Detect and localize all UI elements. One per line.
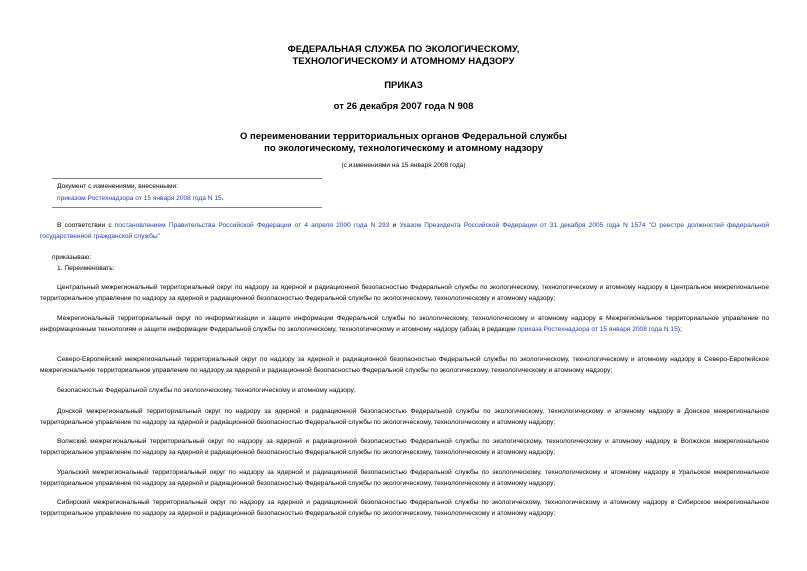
changes-caption: Документ с изменениями, внесенными: bbox=[57, 183, 179, 190]
paragraph-ural: Уральский межрегиональный территориальный округ по надзору за ядерной и радиационной безопасностью Федеральной службы по экологическому, технологическому и атомному надзору в Уральское межрегиональное территориальное управление по надзору за ядерной и радиационной безопасностью Федеральной службы по экологическому, технологическому и атомному надзору; bbox=[40, 469, 769, 487]
document-title-line2: по экологическому, технологическому и атомному надзору bbox=[264, 143, 543, 154]
preamble-paragraph bbox=[40, 220, 769, 242]
paragraph-informatization-text: Межрегиональный территориальный округ по информатизации и защите информации Федеральной службы по экологическому, технологическому и атомному надзору в Межрегиональное территориальное управление по информационным технологиям и защите информации Федеральной службы по экологическому, технологическому и атомному надзору (абзац в редакции bbox=[40, 315, 769, 333]
document-title-line1: О переименовании территориальных органов Федеральной службы bbox=[239, 131, 568, 142]
government-resolution-link[interactable]: постановлением Правительства Российской Федерации от 4 апреля 2000 года N 293 bbox=[114, 222, 390, 229]
paragraph-siberian: Сибирский межрегиональный территориальный округ по надзору за ядерной и радиационной безопасностью Федеральной службы по экологическому, технологическому и атомному надзору в Сибирское межрегиональное территориальное управление по надзору за ядерной и радиационной безопасностью Федеральной службы по экологическому, технологическому и атомному надзору; bbox=[40, 499, 769, 517]
changes-link-line bbox=[57, 194, 224, 203]
changes-link-suffix: . bbox=[221, 195, 224, 202]
paragraph-fragment: безопасностью Федеральной службы по экологическому, технологическому и атомному надзору; bbox=[57, 387, 356, 394]
document-date: от 26 декабря 2007 года N 908 bbox=[333, 101, 474, 112]
preamble-middle: и bbox=[389, 222, 400, 229]
amending-order-link-inline[interactable]: приказа Ростехнадзора от 15 января 2008 года N 15 bbox=[517, 326, 678, 333]
document-type: ПРИКАЗ bbox=[384, 80, 423, 91]
agency-name-line2: ТЕХНОЛОГИЧЕСКОМУ И АТОМНОМУ НАДЗОРУ bbox=[292, 56, 515, 67]
paragraph-central: Центральный межрегиональный территориальный округ по надзору за ядерной и радиационной безопасностью Федеральной службы по экологическому, технологическому и атомному надзору в Центральное межрегиональное территориальное управление по надзору за ядерной и радиационной безопасностью Федеральной службы по экологическому, технологическому и атомному надзору; bbox=[40, 284, 769, 302]
changes-bottom-rule bbox=[52, 207, 322, 208]
paragraph-volga: Волжский межрегиональный территориальный округ по надзору за ядерной и радиационной безопасностью Федеральной службы по экологическому, технологическому и атомному надзору в Волжское межрегиональное территориальное управление по надзору за ядерной и радиационной безопасностью Федеральной службы по экологическому, технологическому и атомному надзору; bbox=[40, 438, 769, 456]
paragraph-informatization bbox=[40, 313, 769, 335]
agency-name-line1: ФЕДЕРАЛЬНАЯ СЛУЖБА ПО ЭКОЛОГИЧЕСКОМУ, bbox=[287, 44, 520, 55]
amendment-note: (с изменениями на 15 января 2008 года) bbox=[341, 162, 466, 169]
changes-top-rule bbox=[52, 178, 322, 179]
paragraph-don: Донской межрегиональный территориальный округ по надзору за ядерной и радиационной безопасностью Федеральной службы по экологическому, технологическому и атомному надзору в Донское межрегиональное территориальное управление по надзору за ядерной и радиационной безопасностью Федеральной службы по экологическому, технологическому и атомному надзору; bbox=[40, 408, 769, 426]
paragraph-north-european: Северо-Европейский межрегиональный территориальный округ по надзору за ядерной и радиационной безопасностью Федеральной службы по экологическому, технологическому и атомному надзору в Северо-Европейское межрегиональное территориальное управление по надзору за ядерной и радиационной безопасностью Федеральной службы по экологическому, технологическому и атомному надзору; bbox=[40, 356, 769, 374]
order-word: приказываю: bbox=[52, 254, 92, 261]
item-1-heading: 1. Переименовать: bbox=[57, 265, 115, 272]
amending-order-link[interactable]: приказом Ростехнадзора от 15 января 2008 года N 15 bbox=[57, 195, 222, 202]
paragraph-informatization-end: ); bbox=[677, 326, 682, 333]
presidential-decree-link[interactable]: Указом Президента Российской Федерации от 31 декабря 2005 года N 1574 "О реестре должностей федеральной государственной гражданской службы" bbox=[40, 222, 770, 240]
preamble-start: В соответствии с bbox=[57, 222, 115, 229]
